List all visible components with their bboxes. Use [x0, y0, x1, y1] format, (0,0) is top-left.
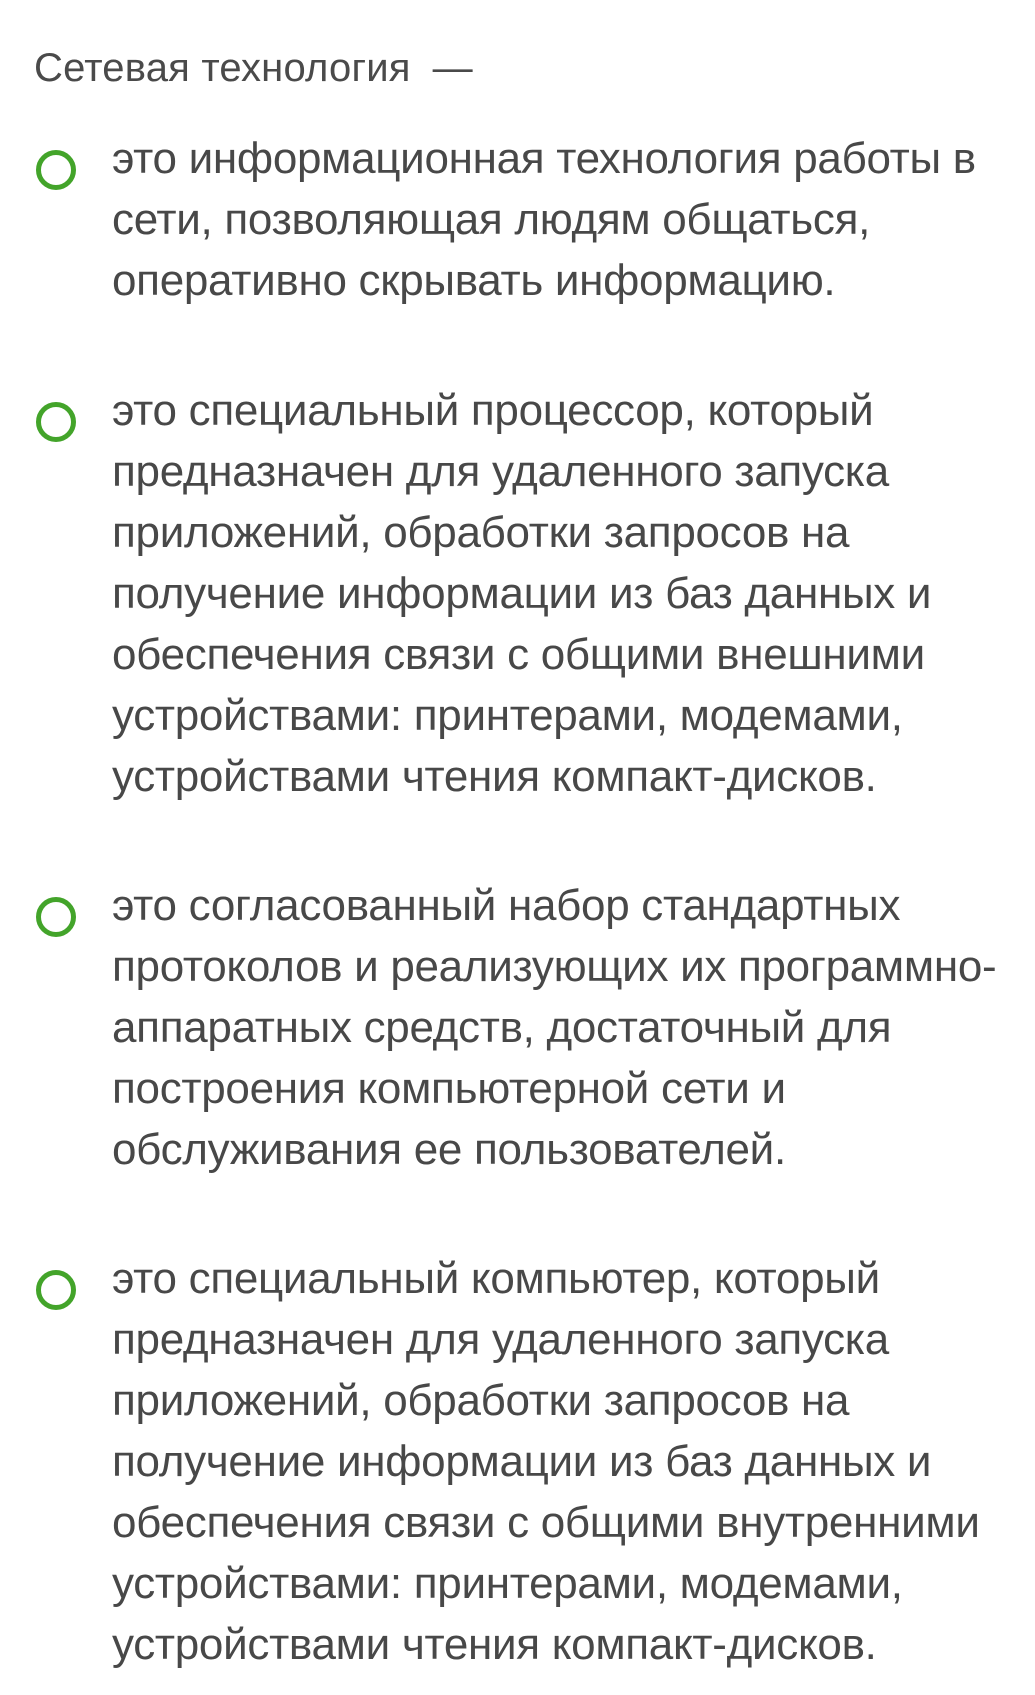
question-label: Сетевая технология — [34, 46, 411, 90]
answer-text-line: оперативно скрывать информацию. — [112, 256, 836, 305]
answer-text-line: обеспечения связи с общими внешними — [112, 630, 925, 679]
answer-text-line: это специальный процессор, который — [112, 386, 874, 435]
answer-text-line: устройствами чтения компакт-дисков. — [112, 1620, 877, 1669]
answer-text-line: обслуживания ее пользователей. — [112, 1125, 786, 1174]
answer-text-line: это информационная технология работы в — [112, 134, 976, 183]
answer-text-line: получение информации из баз данных и — [112, 1437, 932, 1486]
question-dash: — — [432, 46, 473, 90]
answer-option-label — [112, 875, 1007, 1180]
answer-text-line: устройствами: принтерами, модемами, — [112, 691, 903, 740]
radio-button[interactable] — [36, 897, 76, 937]
answer-text-line: протоколов и реализующих их программно- — [112, 942, 997, 991]
answer-text-line: аппаратных средств, достаточный для — [112, 1003, 892, 1052]
question-text — [34, 40, 473, 96]
answer-text-line: обеспечения связи с общими внутренними — [112, 1498, 980, 1547]
answer-text-line: предназначен для удаленного запуска — [112, 447, 889, 496]
answer-text-line: это согласованный набор стандартных — [112, 881, 901, 930]
answer-text-line: построения компьютерной сети и — [112, 1064, 786, 1113]
radio-button[interactable] — [36, 1270, 76, 1310]
answer-text-line: устройствами чтения компакт-дисков. — [112, 752, 877, 801]
radio-button[interactable] — [36, 402, 76, 442]
answer-text-line: устройствами: принтерами, модемами, — [112, 1559, 903, 1608]
answer-text-line: получение информации из баз данных и — [112, 569, 932, 618]
answer-option-label — [112, 1248, 1007, 1675]
radio-button[interactable] — [36, 150, 76, 190]
answer-text-line: приложений, обработки запросов на — [112, 508, 850, 557]
answer-text-line: предназначен для удаленного запуска — [112, 1315, 889, 1364]
answer-text-line: сети, позволяющая людям общаться, — [112, 195, 871, 244]
answer-option-label — [112, 380, 1007, 807]
answer-text-line: это специальный компьютер, который — [112, 1254, 880, 1303]
answer-text-line: приложений, обработки запросов на — [112, 1376, 850, 1425]
answer-option-label — [112, 128, 1007, 311]
